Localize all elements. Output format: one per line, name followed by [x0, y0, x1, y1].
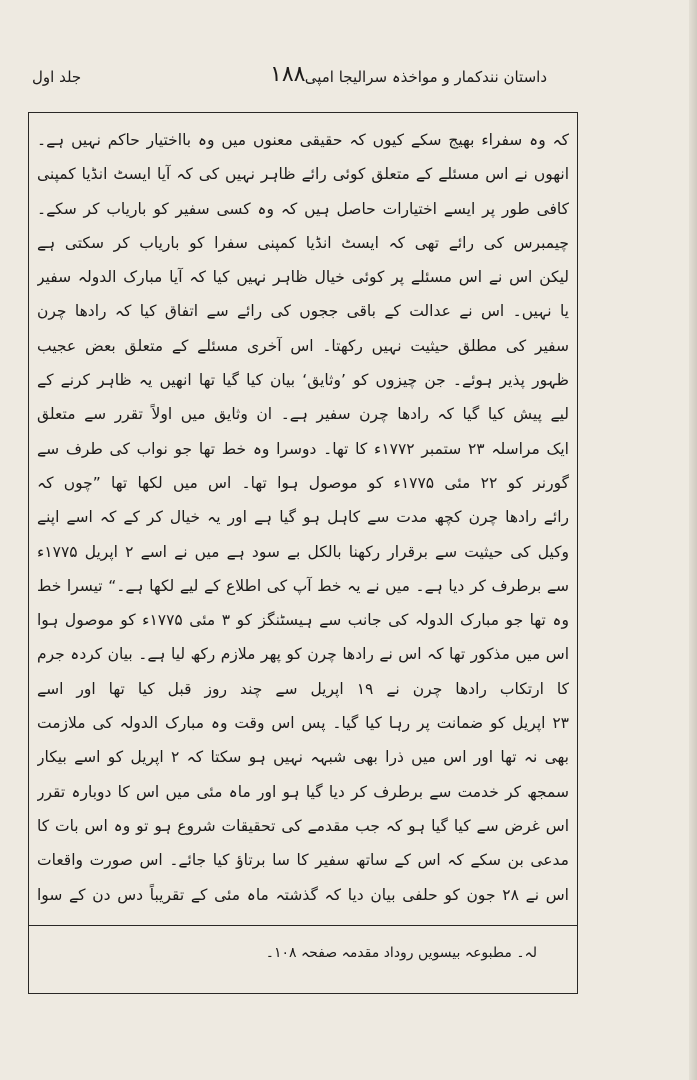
- text-line: سمجھ کر خدمت سے برطرف کر دیا گیا ہو اور ماہ مئی میں اس کا دوبارہ تقرر: [37, 782, 569, 801]
- page-number: ۱۸۸: [270, 62, 306, 87]
- text-line: وہ تھا جو مبارک الدولہ کی جانب سے ہیسٹنگز کو ۳ مئی ۱۷۷۵ء کو موصول ہوا: [37, 611, 569, 630]
- body-text-frame: [28, 112, 578, 926]
- text-line: وکیل کی حیثیت سے برقرار رکھنا بالکل بے سود ہے میں نے اسے ۲ اپریل ۱۷۷۵ء: [37, 542, 569, 561]
- text-line: اس میں مذکور تھا کہ اس نے رادھا چرن کو پھر ملازم رکھ لیا ہے۔ بیان کردہ جرم: [37, 645, 569, 664]
- text-line: کا ارتکاب رادھا چرن نے ۱۹ اپریل سے چند روز قبل کیا تھا اور اسے: [37, 679, 569, 698]
- footnote: لہ۔ مطبوعہ بیسویں روداد مقدمہ صفحہ ۱۰۸۔: [265, 945, 537, 961]
- volume-label: جلد اول: [32, 68, 82, 86]
- text-line: اس غرض سے کیا گیا ہو کہ جب مقدمے کی تحقیقات شروع ہو تو وہ اس بات کا: [37, 816, 569, 835]
- text-line: لیے پیش کیا گیا کہ رادھا چرن سفیر ہے۔ ان وثایق میں اولاً تقرر سے متعلق: [37, 405, 569, 424]
- text-line: رائے رادھا چرن کچھ مدت سے کاہل ہو گیا ہے اور یہ خیال کر کے کہ اسے اپنے: [37, 508, 569, 527]
- text-line: اس نے ۲۸ جون کو حلفی بیان دیا کہ گذشتہ ماہ مئی کے تقریباً دس دن کے سوا: [37, 885, 569, 904]
- text-line: سفیر کی مطلق حیثیت نہیں رکھتا۔ اس آخری مسئلے کے متعلق بعض عجیب: [37, 336, 569, 355]
- text-line: انھوں نے اس مسئلے کے متعلق کوئی رائے ظاہر نہیں کی کہ آیا ایسٹ انڈیا کمپنی: [37, 165, 569, 184]
- text-line: ۲۳ اپریل کو ضمانت پر رہا کیا گیا۔ پس اس وقت وہ مبارک الدولہ کی ملازمت: [37, 714, 569, 733]
- text-line: چیمبرس کی رائے تھی کہ ایسٹ انڈیا کمپنی سفرا کو باریاب کر سکتی ہے: [37, 233, 569, 252]
- text-line: مدعی بن سکے کہ اس کے ساتھ سفیر کا سا برتاؤ کیا جائے۔ اس صورت واقعات: [37, 851, 569, 870]
- body-text: [37, 123, 569, 912]
- footnote-frame: [28, 925, 578, 994]
- text-line: گورنر کو ۲۲ مئی ۱۷۷۵ء کو موصول ہوا تھا۔ اس میں لکھا تھا ”چوں کہ: [37, 473, 569, 492]
- text-line: ظہور پذیر ہوئے۔ جن چیزوں کو ’وثایق‘ بیان کیا گیا تھا انھیں یہ ظاہر کرنے کے: [37, 371, 569, 390]
- text-line: کہ وہ سفراء بھیج سکے کیوں کہ حقیقی معنوں میں وہ بااختیار حاکم نہیں ہے۔: [37, 131, 569, 149]
- page-edge: [689, 0, 697, 1080]
- text-line: بھی نہ تھا اور اس میں ذرا بھی شبہہ نہیں ہو سکتا کہ ۲ اپریل کو اسے بیکار: [37, 748, 569, 767]
- text-line: سے برطرف کر دیا ہے۔ میں نے یہ خط آپ کی اطلاع کے لیے لکھا ہے۔“ تیسرا خط: [37, 576, 569, 595]
- text-line: کافی طور پر ایسے اختیارات حاصل ہیں کہ وہ کسی سفیر کو باریاب کر سکے۔: [37, 199, 569, 218]
- text-line: یا نہیں۔ اس نے عدالت کے باقی ججوں کی رائے سے اتفاق کیا کہ رادھا چرن: [37, 302, 569, 321]
- running-title: داستان نندکمار و مواخذہ سرالیجا امپی: [304, 68, 547, 86]
- text-line: ایک مراسلہ ۲۳ ستمبر ۱۷۷۲ء کا تھا۔ دوسرا وہ خط تھا جو نواب کی طرف سے: [37, 439, 569, 458]
- text-line: لیکن اس نے اس مسئلے پر کوئی خیال ظاہر نہیں کیا کہ آیا مبارک الدولہ سفیر: [37, 268, 569, 287]
